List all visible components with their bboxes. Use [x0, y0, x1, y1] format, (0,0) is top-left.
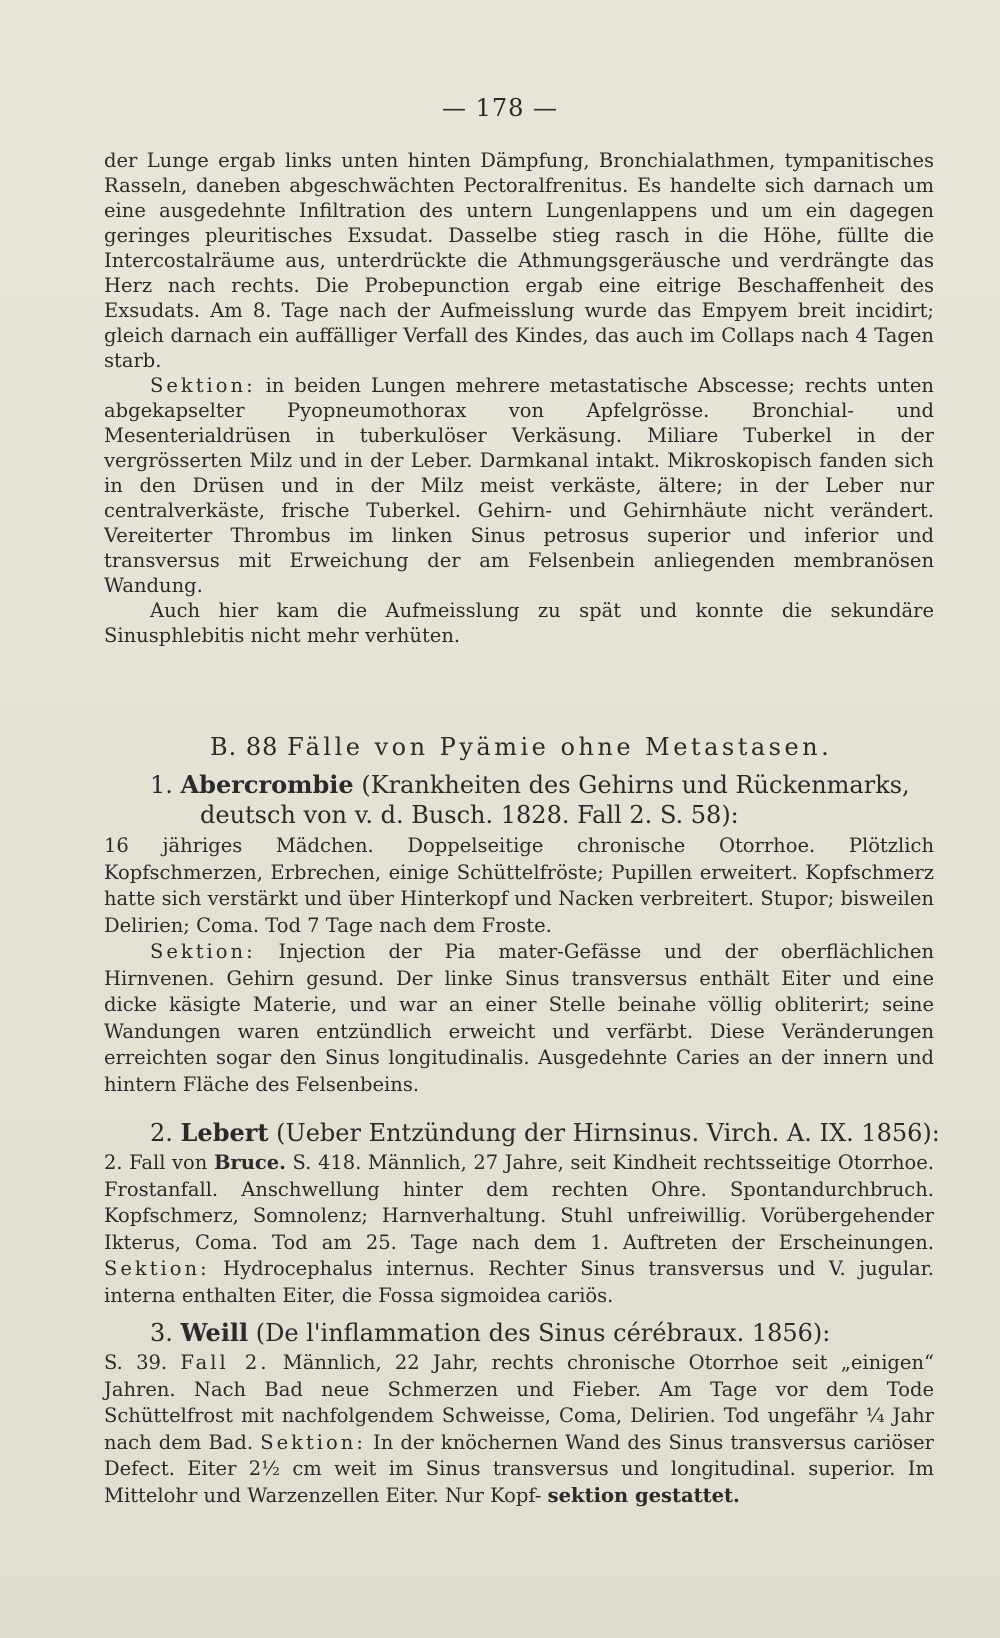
case-source: (Ueber Entzündung der Hirnsinus. Virch. A. IX. 1856): — [268, 1119, 940, 1147]
case-description: 16 jähriges Mädchen. Doppelseitige chronische Otorrhoe. Plötzlich Kopfschmerzen, Erbrechen, einige Schüttelfröste; Pupillen erweitert. Kopfschmerz hatte sich verstärkt und über Hinterkopf und Nacken verbreitert. Stupor; bisweilen Delirien; Coma. Tod 7 Tage nach dem Froste. — [104, 834, 934, 937]
case-body-text: S. 418. Männlich, 27 Jahre, seit Kindheit rechtsseitige Otorrhoe. Frostanfall. Anschwellung hinter dem rechten Ohre. Spontandurchbruch. Kopfschmerz, Somnolenz; Harnverhaltung. Stuhl unfreiwillig. Vorübergehender Ikterus, Coma. Tod am 25. Tage nach dem 1. Auftreten der Erscheinungen. — [104, 1151, 935, 1254]
page-number: — 178 — — [441, 94, 559, 122]
sektion-label: Sektion: — [150, 374, 256, 397]
sektion-text: Hydrocephalus internus. Rechter Sinus transversus und V. jugular. interna enthalten Eiter, die Fossa sigmoidea cariös. — [104, 1257, 934, 1307]
section-heading — [210, 733, 832, 761]
sektion-label: Sektion: — [260, 1430, 366, 1454]
case-body-3 — [104, 1350, 934, 1509]
case-source: (De l'inflammation des Sinus cérébraux. 1856): — [248, 1319, 831, 1347]
case-description — [104, 1150, 934, 1309]
sektion-label: Sektion: — [150, 940, 256, 963]
case-sektion — [104, 939, 934, 1098]
case-author: Weill — [180, 1318, 249, 1347]
case-author: Lebert — [180, 1118, 269, 1147]
case-source-name: Bruce. — [213, 1151, 286, 1174]
case-source: (Krankheiten des Gehirns und Rückenmarks, — [353, 771, 910, 799]
intro-paragraph-2-text: in beiden Lungen mehrere metastatische Abscesse; rechts unten abgekapselter Pyopneumothorax von Apfelgrösse. Bronchial- und Mesenterialdrüsen in tuberkulöser Verkäsung. Miliare Tuberkel in der vergrösserten Milz und in der Leber. Darmkanal intakt. Mikroskopisch fanden sich in den Drüsen und in der Milz meist verkäste, ältere; in der Leber nur centralverkäste, frische Tuberkel. Gehirn- und Gehirnhäute nicht verändert. Vereiterter Thrombus im linken Sinus petrosus superior und inferior und transversus mit Erweichung der am Felsenbein anliegenden membranösen Wandung. — [104, 374, 934, 597]
case-description — [104, 1350, 934, 1509]
intro-text — [104, 148, 934, 648]
case-heading-2 — [150, 1118, 940, 1148]
case-number: 2. — [150, 1119, 173, 1147]
intro-paragraph-2 — [104, 373, 934, 598]
case-body-1 — [104, 833, 934, 1098]
section-title: Fälle von Pyämie ohne Metastasen. — [287, 733, 833, 761]
intro-paragraph-3: Auch hier kam die Aufmeisslung zu spät und konnte die sekundäre Sinusphlebitis nicht mehr verhüten. — [104, 599, 934, 647]
case-tail: sektion gestattet. — [547, 1483, 740, 1507]
case-body-prefix: S. 39. — [104, 1351, 181, 1374]
case-body-prefix: 2. Fall von — [104, 1151, 214, 1174]
sektion-text: In der knöchernen Wand des Sinus transversus cariöser Defect. Eiter 2½ cm weit im Sinus transversus und longitudinal. superior. Im Mittelohr und Warzenzellen Eiter. Nur Kopf- — [104, 1430, 934, 1507]
case-body-2 — [104, 1150, 934, 1309]
case-number: 1. — [150, 771, 173, 799]
case-heading-3 — [150, 1318, 940, 1348]
sektion-label: Sektion: — [104, 1257, 210, 1280]
case-heading-1 — [150, 770, 940, 830]
case-number: 3. — [150, 1319, 173, 1347]
sektion-text: Injection der Pia mater-Gefässe und der oberflächlichen Hirnvenen. Gehirn gesund. Der linke Sinus transversus enthält Eiter und eine dicke käsigte Materie, und war an einer Stelle beinahe völlig obliterirt; seine Wandungen waren entzündlich erweicht und verfärbt. Diese Veränderungen erreichten sogar den Sinus longitudinalis. Ausgedehnte Caries an der innern und hintern Fläche des Felsenbeins. — [104, 940, 934, 1096]
case-author: Abercrombie — [180, 770, 354, 799]
intro-paragraph-1: der Lunge ergab links unten hinten Dämpfung, Bronchialathmen, tympanitisches Rasseln, daneben abgeschwächten Pectoralfrenitus. Es handelte sich darnach um eine ausgedehnte Infiltration des untern Lungenlappens und um ein dagegen geringes pleuritisches Exsudat. Dasselbe stieg rasch in die Höhe, füllte die Intercostalräume aus, unterdrückte die Athmungsgeräusche und verdrängte das Herz nach rechts. Die Probepunction ergab eine eitrige Beschaffenheit des Exsudats. Am 8. Tage nach der Aufmeisslung wurde das Empyem breit incidirt; gleich darnach ein auffälliger Verfall des Kindes, das auch im Collaps nach 4 Tagen starb. — [104, 149, 934, 372]
section-prefix: B. 88 — [210, 733, 288, 761]
case-source-line2: deutsch von v. d. Busch. 1828. Fall 2. S. 58): — [200, 801, 739, 829]
case-fall-label: Fall 2. — [180, 1351, 270, 1374]
case-body-text: Männlich, 22 Jahr, rechts chronische Otorrhoe seit „einigen“ Jahren. Nach Bad neue Schmerzen und Fieber. Am Tage vor dem Tode Schüttelfrost mit nachfolgendem Schweisse, Coma, Delirien. Tod ungefähr ¼ Jahr nach dem Bad. — [104, 1351, 934, 1454]
